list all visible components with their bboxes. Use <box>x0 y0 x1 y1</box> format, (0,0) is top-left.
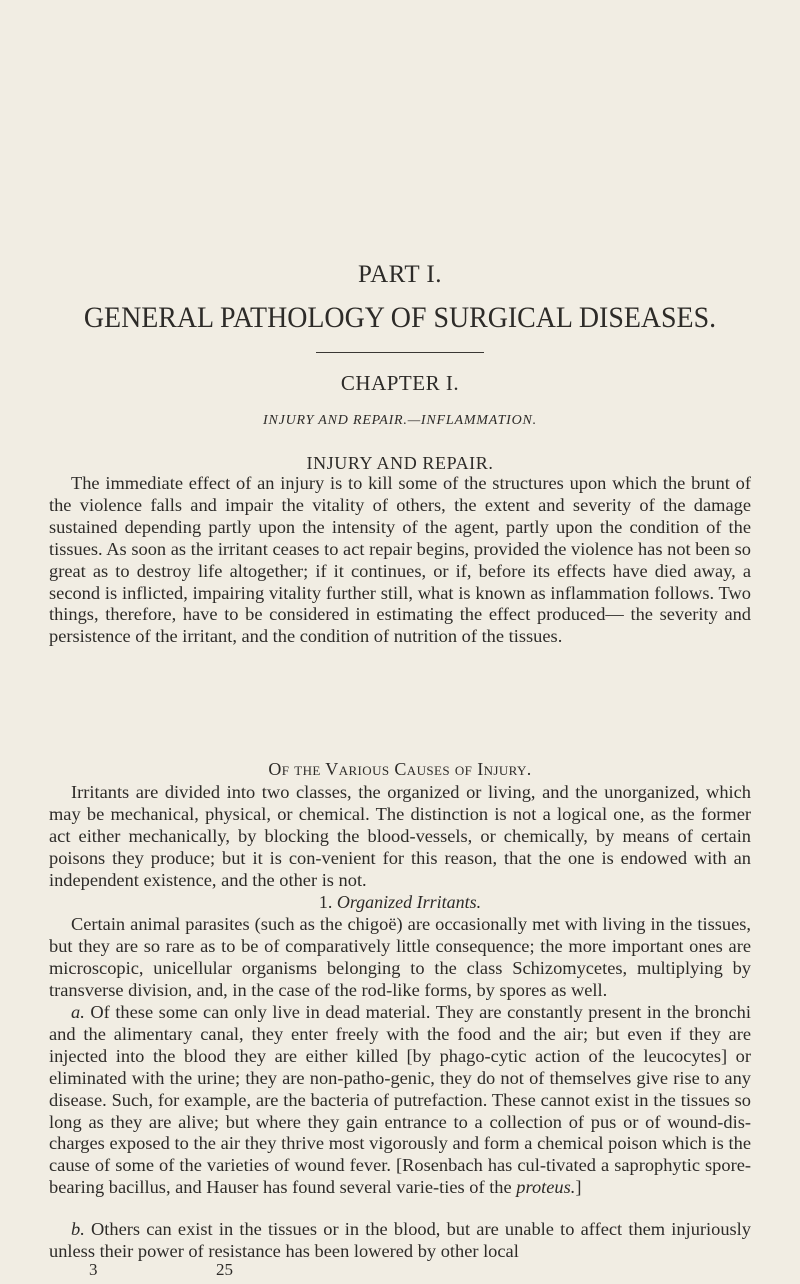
subsection-heading <box>0 759 800 780</box>
subsection-heading-text: Of the Various Causes of Injury. <box>268 759 532 779</box>
section-heading: INJURY AND REPAIR. <box>306 453 494 473</box>
book-title: GENERAL PATHOLOGY OF SURGICAL DISEASES. <box>83 301 717 334</box>
title-divider <box>316 352 484 353</box>
signature-mark: 3 <box>89 1260 98 1279</box>
paragraph-a-end: ] <box>575 1177 582 1198</box>
paragraph-b <box>49 1219 751 1263</box>
paragraph-parasites: Certain animal parasites (such as the chigoë) are occasionally met with living in the tissues, but they are so rare as to be of comparatively little consequence; the more important ones are microscopic, unicellular organisms belonging to the class Schizomycetes, multiplying by transverse division, and, in the case of the rod-like forms, by spores as well. <box>49 914 751 1000</box>
paragraph-injury-effects: The immediate effect of an injury is to kill some of the structures upon which the brunt of the violence falls and impair the vitality of others, the extent and severity of the damage sustained depending partly upon the intensity of the agent, partly upon the condition of the tissues. As soon as the irritant ceases to act repair begins, provided the violence has not been so great as to destroy life altogether; if it continues, or if, before its effects have died away, a second is inflicted, impairing vitality further still, what is known as inflammation follows. Two things, therefore, have to be considered in estimating the effect produced— the severity and persistence of the irritant, and the condition of nutrition of the tissues. <box>49 473 751 647</box>
paragraph-b-label: b. <box>71 1219 85 1239</box>
subsubsection-heading <box>0 892 800 913</box>
page-number: 25 <box>216 1260 233 1279</box>
subsubsection-number: 1. <box>318 892 333 912</box>
paragraph-a-italic: proteus. <box>516 1177 576 1198</box>
paragraph-a <box>49 1002 751 1199</box>
paragraph-irritant-classes: Irritants are divided into two classes, the organized or living, and the unorganized, which may be mechanical, physical, or chemical. The distinction is not a logical one, as the former act either mechanically, by blocking the blood-vessels, or chemically, by means of certain poisons they produce; but it is con-venient for this reason, that the one is endowed with an independent existence, and the other is not. <box>49 782 751 890</box>
part-label: PART I. <box>358 261 442 288</box>
chapter-subtitle: INJURY AND REPAIR.—INFLAMMATION. <box>263 413 537 428</box>
page-footer <box>0 1260 800 1280</box>
paragraph-a-text: Of these some can only live in dead material. They are constantly present in the bronchi and the alimentary canal, they enter freely with the food and the air; but even if they are injected into the blood they are either killed [by phago-cytic action of the leucocytes] or eliminated with the urine; they are non-patho-genic, they do not of themselves give rise to any disease. Such, for example, are the bacteria of putrefaction. These cannot exist in the tissues so long as they are alive; but where they gain entrance to a collection of pus or of wound-dis-charges exposed to the air they thrive most vigorously and form a chemical poison which is the cause of some of the varieties of wound fever. [Rosenbach has cul-tivated a saprophytic spore-bearing bacillus, and Hauser has found several varie-ties of the <box>49 1002 751 1198</box>
subsubsection-title: Organized Irritants. <box>336 892 482 912</box>
chapter-label: CHAPTER I. <box>340 371 460 395</box>
paragraph-b-text: Others can exist in the tissues or in the blood, but are unable to affect them injuriously unless their power of resistance has been lowered by other local <box>49 1219 751 1261</box>
paragraph-a-label: a. <box>71 1002 85 1022</box>
